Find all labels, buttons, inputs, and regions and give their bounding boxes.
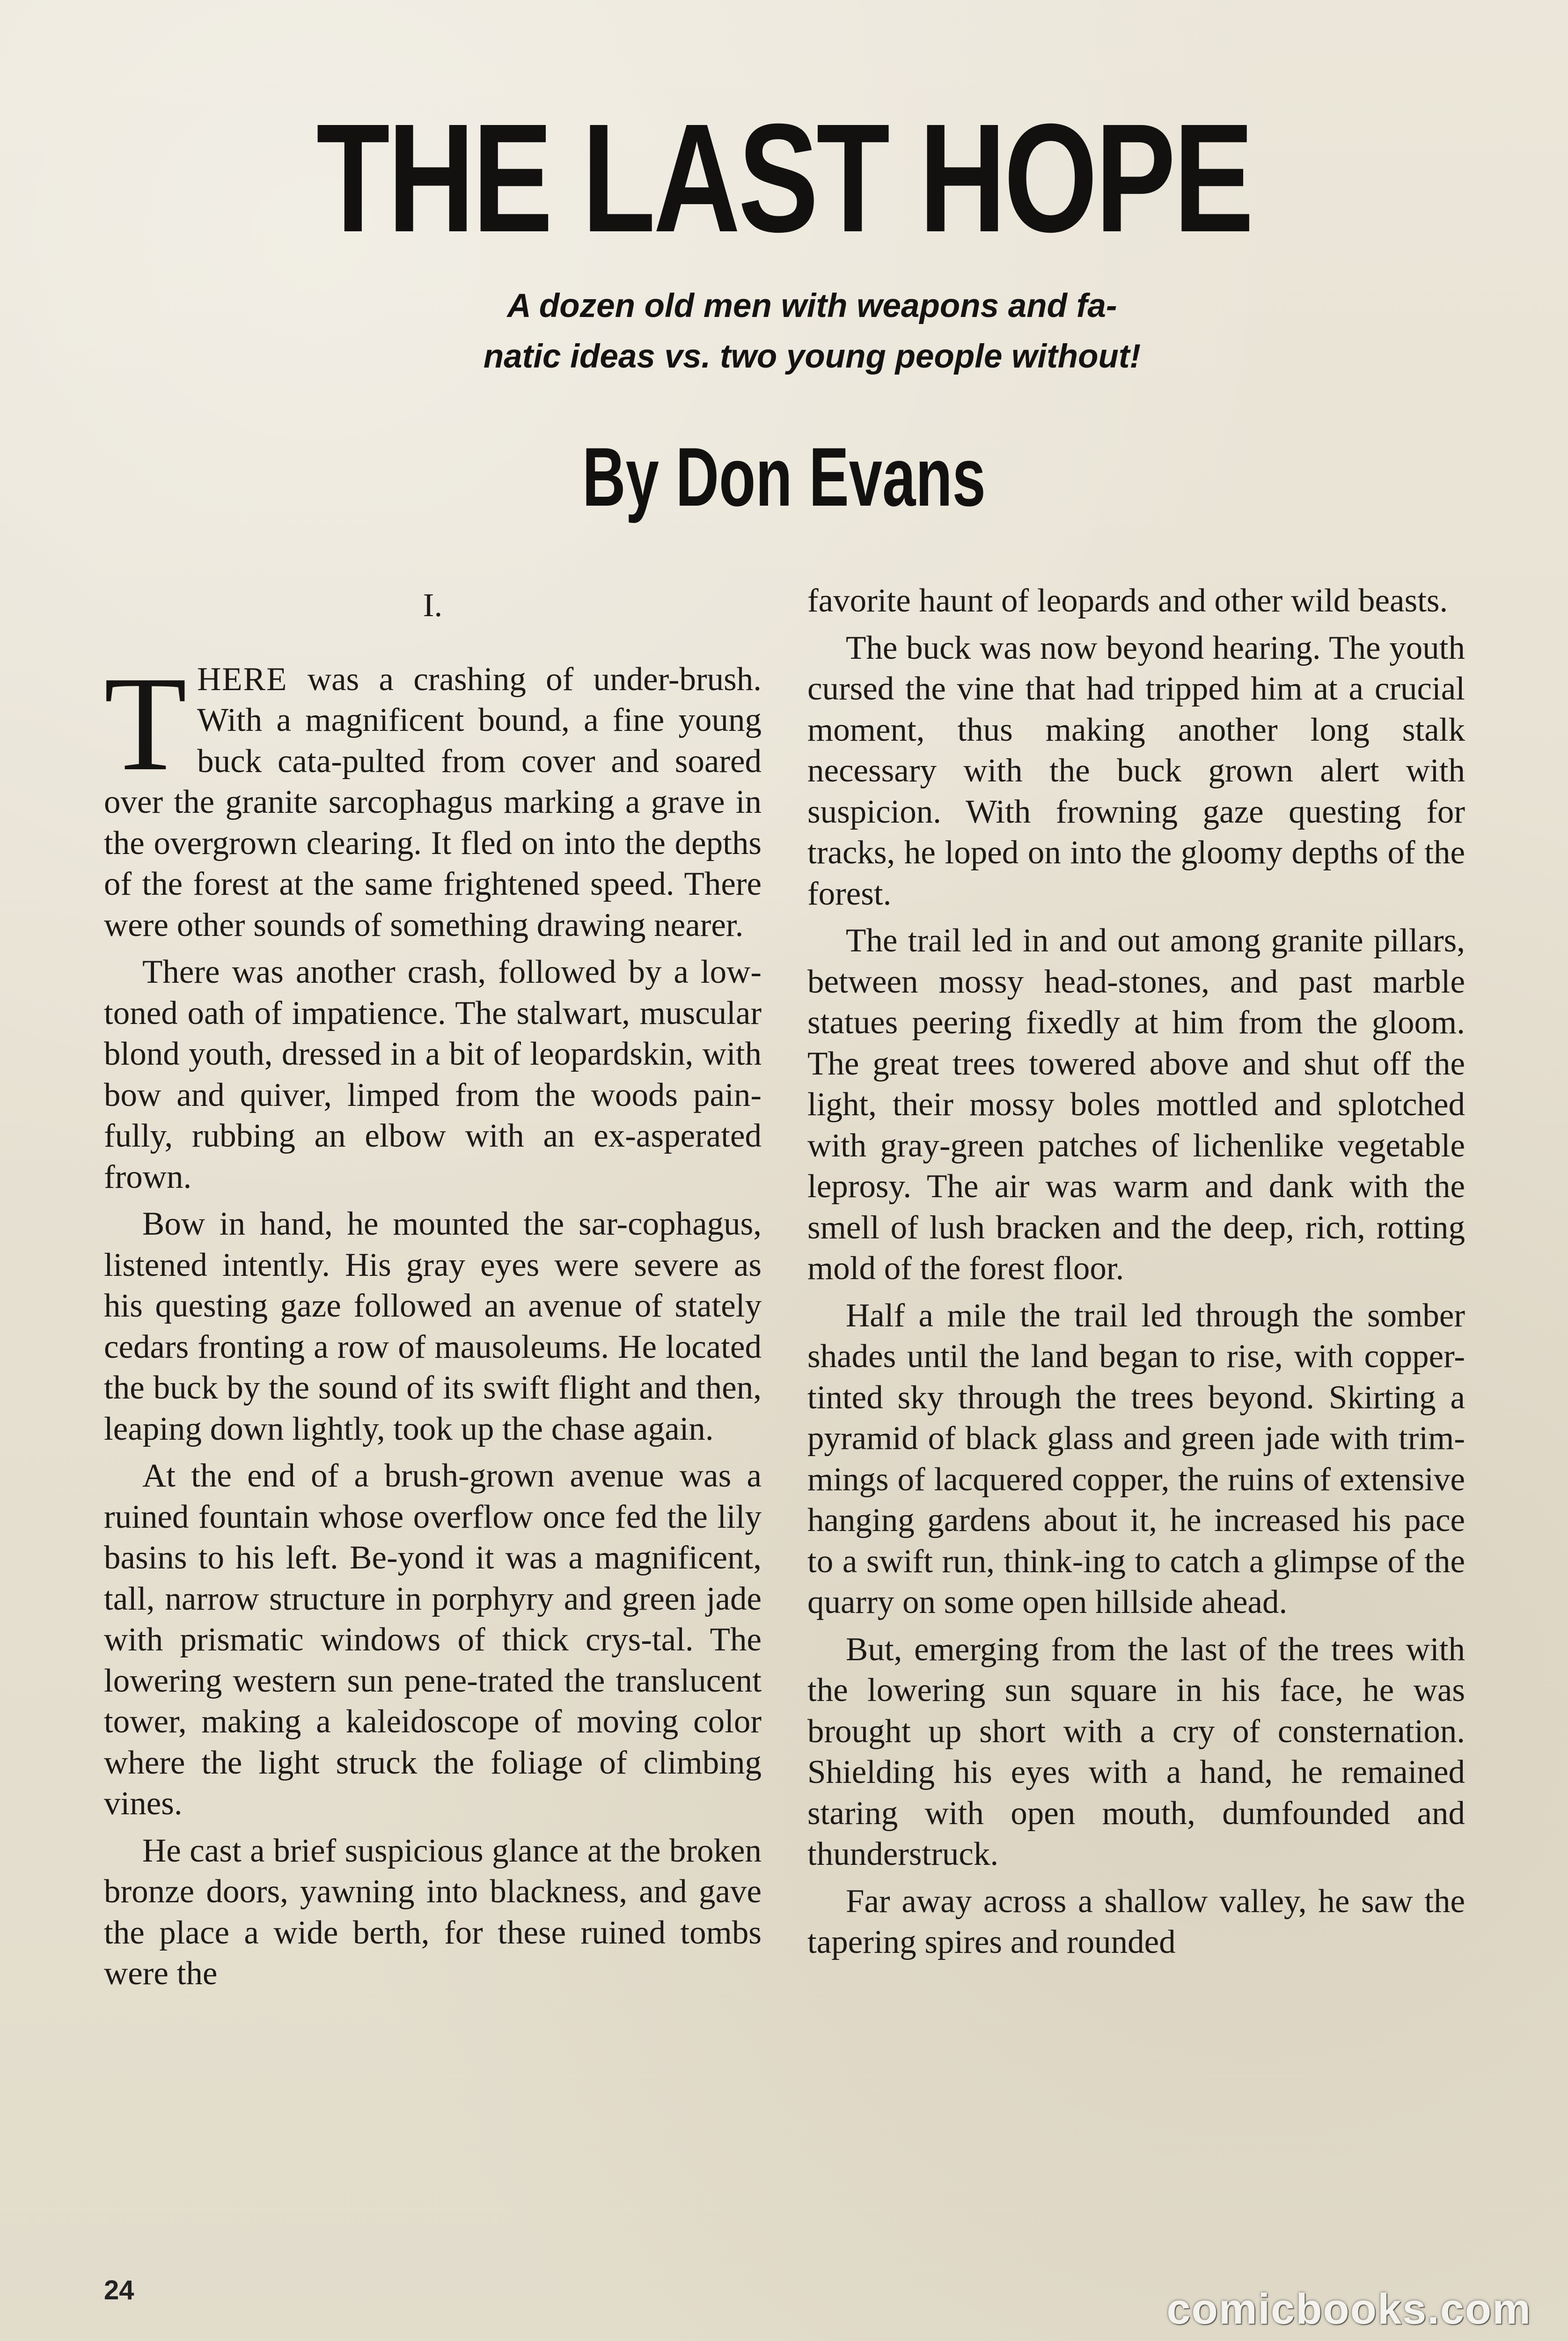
- paragraph: The trail led in and out among granite pillars, between mossy head-stones, and past marble statues peering fixedly at him from the gloom. The great trees towered above and shut off the light, their mossy boles mottled and splotched with gray-green patches of lichenlike vegetable leprosy. The air was warm and dank with the smell of lush bracken and the deep, rich, rotting mold of the forest floor.: [807, 922, 1465, 1287]
- section-number: I.: [423, 587, 443, 624]
- author-byline: By Don Evans: [582, 430, 986, 523]
- subtitle-line-2: natic ideas vs. two young people without!: [483, 338, 1141, 375]
- paragraph: But, emerging from the last of the trees with the lowering sun square in his face, he was brought up short with a cry of consternation. Shielding his eyes with a hand, he remained staring with open mouth, dumfounded and thunderstruck.: [807, 1631, 1465, 1872]
- paragraph: He cast a brief suspicious glance at the broken bronze doors, yawning into blackness, and gave the place a wide berth, for these ruined tombs were the: [104, 1832, 762, 1992]
- subtitle-line-1: A dozen old men with weapons and fa-: [507, 287, 1117, 324]
- paragraph: [104, 648, 762, 946]
- left-column: [104, 585, 762, 2001]
- paragraph: Far away across a shallow valley, he saw the tapering spires and rounded: [807, 1883, 1465, 1960]
- right-column: [807, 581, 1465, 1969]
- paragraph: Bow in hand, he mounted the sar-cophagus, listened intently. His gray eyes were severe as his questing gaze followed an avenue of stately cedars fronting a row of mausoleums. He located the buck by the sound of its swift flight and then, leaping down lightly, took up the chase again.: [104, 1206, 762, 1447]
- drop-cap: T: [104, 648, 187, 799]
- paragraph-text: was a crashing of under-brush. With a magnificent bound, a fine young buck cata-pulted from cover and soared over the granite sarcophagus marking a grave in the overgrown clearing. It fled on into the depths of the forest at the same frightened speed. There were other sounds of something drawing nearer.: [104, 661, 762, 943]
- story-title: THE LAST HOPE: [316, 91, 1252, 264]
- story-subtitle: [356, 281, 1268, 382]
- page-number: 24: [104, 2275, 134, 2305]
- first-word: HERE: [197, 661, 288, 698]
- site-watermark: comicbooks.com: [1166, 2285, 1531, 2333]
- paragraph: The buck was now beyond hearing. The youth cursed the vine that had tripped him at a crucial moment, thus making another long stalk necessary with the buck grown alert with suspicion. With frowning gaze questing for tracks, he loped on into the gloomy depths of the forest.: [807, 629, 1465, 912]
- paragraph: At the end of a brush-grown avenue was a ruined fountain whose overflow once fed the lily basins to his left. Be-yond it was a magnificent, tall, narrow structure in porphyry and green jade with prismatic windows of thick crys-tal. The lowering western sun pene-trated the translucent tower, making a kaleidoscope of moving color where the light struck the foliage of climbing vines.: [104, 1458, 762, 1822]
- paragraph: favorite haunt of leopards and other wild beasts.: [807, 582, 1448, 619]
- paragraph: Half a mile the trail led through the somber shades until the land began to rise, with copper-tinted sky through the trees beyond. Skirting a pyramid of black glass and green jade with trim-mings of lacquered copper, the ruins of extensive hanging gardens about it, he increased his pace to a swift run, think-ing to catch a glimpse of the quarry on some open hillside ahead.: [807, 1297, 1465, 1620]
- paragraph: There was another crash, followed by a low-toned oath of impatience. The stalwart, muscular blond youth, dressed in a bit of leopardskin, with bow and quiver, limped from the woods pain-fully, rubbing an elbow with an ex-asperated frown.: [104, 954, 762, 1195]
